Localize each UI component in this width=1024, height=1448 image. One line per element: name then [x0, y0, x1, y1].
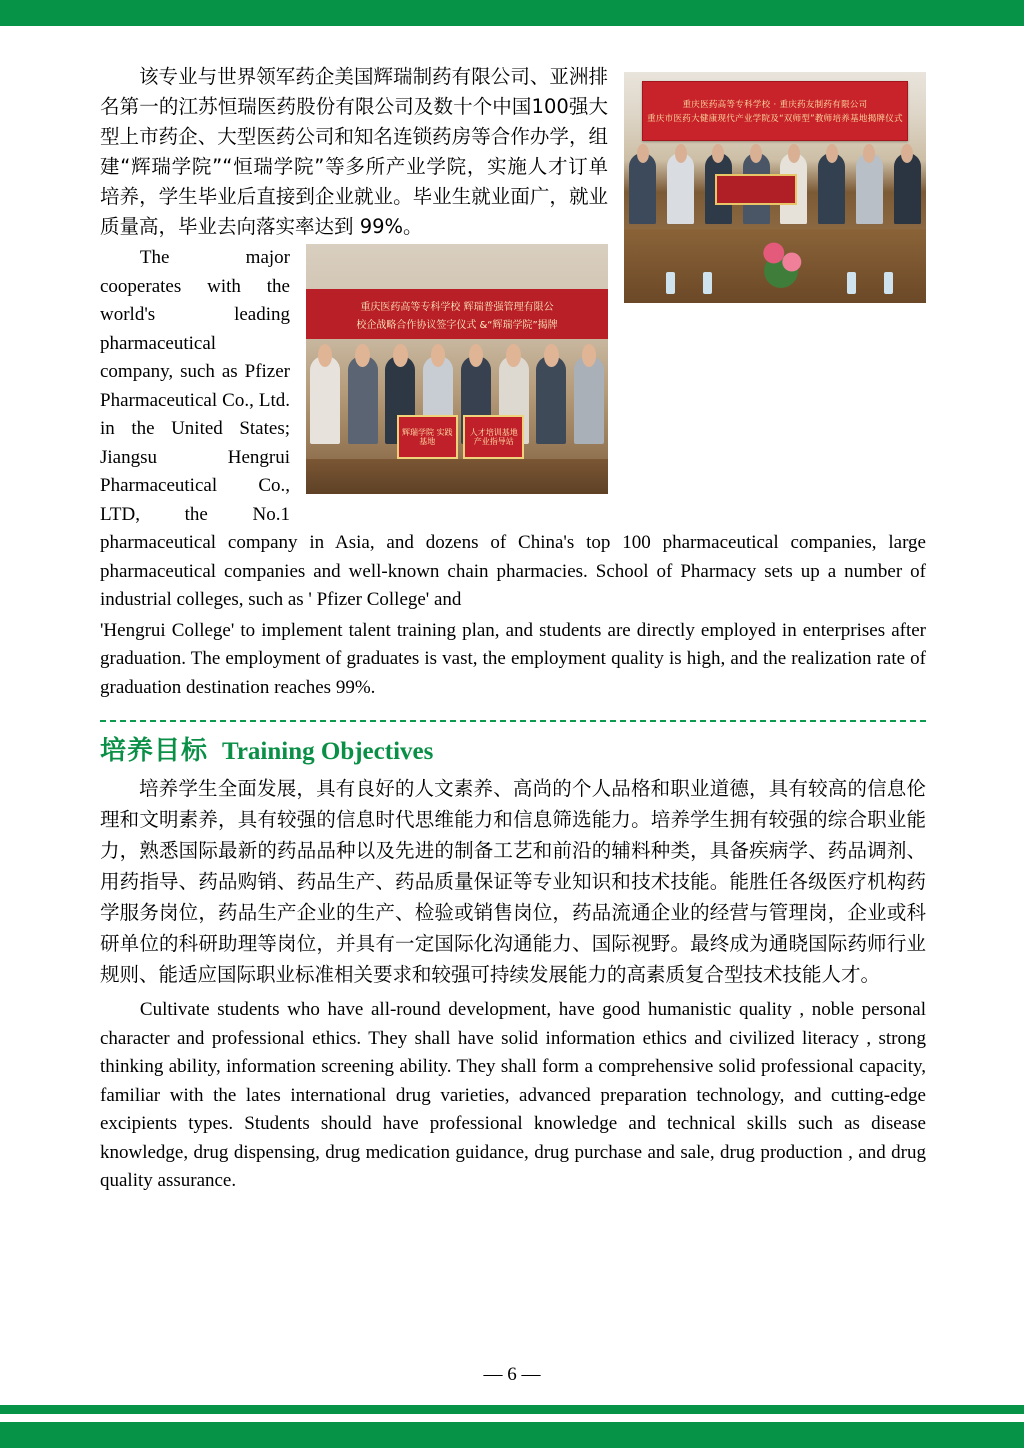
- intro-chinese-paragraph: 该专业与世界领军药企美国辉瑞制药有限公司、亚洲排名第一的江苏恒瑞医药股份有限公司及数十个中国100强大型上市药企、大型医药公司和知名连锁药房等合作办学，组建“辉瑞学院”“恒瑞学院”等多所产业学院，实施人才订单培养，学生毕业后直接到企业就业。毕业生就业面广，就业质量高，毕业去向落实率达到 99%。: [100, 65, 608, 238]
- photo-2-banner-line-2: 校企战略合作协议签字仪式 &“辉瑞学院”揭牌: [356, 319, 558, 331]
- photo-1-bottle: [703, 272, 712, 294]
- photo-2-table: [306, 459, 608, 494]
- objectives-english-paragraph: Cultivate students who have all-round development, have good humanistic quality , noble personal character and professional ethics. They shall have solid information ethics and civilized literacy , strong thinking ability, information screening ability. They shall form a comprehensive solid professional capacity, familiar with the lates international drug varieties, advanced preparation technology, and cutting-edge excipients types. Students should have professional knowledge and technical skills such as disease knowledge, drug dispensing, drug medication guidance, drug purchase and sale, drug production , and drug quality assurance.: [100, 999, 926, 1191]
- photo-1-bottle: [666, 272, 675, 294]
- photo-2-banner-line-1: 重庆医药高等专科学校 辉瑞普强管理有限公: [360, 301, 554, 313]
- photo-2-person: [310, 356, 340, 444]
- photo-1-image: [624, 72, 926, 303]
- photo-1-person: [894, 153, 921, 225]
- top-green-band: [0, 0, 1024, 26]
- photo-1-person: [856, 153, 883, 225]
- photo-2-sign-right: 人才培训基地 产业指导站: [463, 415, 524, 459]
- photo-1-bottle: [847, 272, 856, 294]
- intro-english-paragraph-part2: 'Hengrui College' to implement talent training plan, and students are directly employed in enterprises after graduation. The employment of graduates is vast, the employment quality is high, and the realization rate of graduation destination reaches 99%.: [100, 619, 926, 698]
- photo-1-banner-line-1: 重庆医药高等专科学校 · 重庆药友制药有限公司: [682, 100, 868, 111]
- photo-1-flowers: [745, 229, 817, 289]
- page-number: — 6 —: [483, 1364, 541, 1385]
- objectives-chinese-paragraph: 培养学生全面发展，具有良好的人文素养、高尚的个人品格和职业道德，具有较高的信息伦理和文明素养，具有较强的信息时代思维能力和信息筛选能力。培养学生拥有较强的综合职业能力，熟悉国际最新的药品品种以及先进的制备工艺和前沿的辅料种类，具备疾病学、药品调剂、用药指导、药品购销、药品生产、药品质量保证等专业知识和技术技能。能胜任各级医疗机构药学服务岗位，药品生产企业的生产、检验或销售岗位，药品流通企业的经营与管理岗，企业或科研单位的科研助理等岗位，并具有一定国际化沟通能力、国际视野。最终成为通晓国际药师行业规则、能适应国际职业标准相关要求和较强可持续发展能力的高素质复合型技术技能人才。: [100, 777, 926, 986]
- photo-1-bottle: [884, 272, 893, 294]
- intro-english-paragraph-part1: The major cooperates with the world's leading pharmaceutical company, such as Pfizer Pharmaceutical Co., Ltd. in the United States; Jiangsu Hengrui Pharmaceutical Co., LTD, the No.1 pharmaceutical company in Asia, and dozens of China's top 100 pharmaceutical companies, large pharmaceutical companies and well-known chain pharmacies. School of Pharmacy sets up a number of industrial colleges, such as ' Pfizer College' and: [100, 247, 926, 610]
- section-divider: [100, 718, 926, 722]
- photo-2-sign-left: 辉瑞学院 实践基地: [397, 415, 458, 459]
- photo-1-plaque: [715, 174, 798, 206]
- photo-2-person: [536, 356, 566, 444]
- section-heading-english: Training Objectives: [222, 738, 434, 765]
- section-heading: [100, 730, 926, 767]
- photo-1-banner-line-2: 重庆市医药大健康现代产业学院及“双师型”教师培养基地揭牌仪式: [647, 114, 903, 125]
- section-heading-chinese: 培养目标: [100, 736, 209, 766]
- photo-1-person: [818, 153, 845, 225]
- bottom-green-line: [0, 1405, 1024, 1414]
- figure-ceremony-photo-2: [306, 244, 608, 494]
- photo-2-person: [348, 356, 378, 444]
- figure-ceremony-photo-1: [624, 72, 926, 303]
- photo-2-banner: [306, 289, 608, 339]
- bottom-green-band: [0, 1422, 1024, 1448]
- page-content: [100, 62, 926, 1198]
- photo-2-person: [574, 356, 604, 444]
- photo-1-banner: [642, 81, 908, 141]
- photo-2-image: [306, 244, 608, 494]
- photo-1-person: [667, 153, 694, 225]
- photo-1-person: [629, 153, 656, 225]
